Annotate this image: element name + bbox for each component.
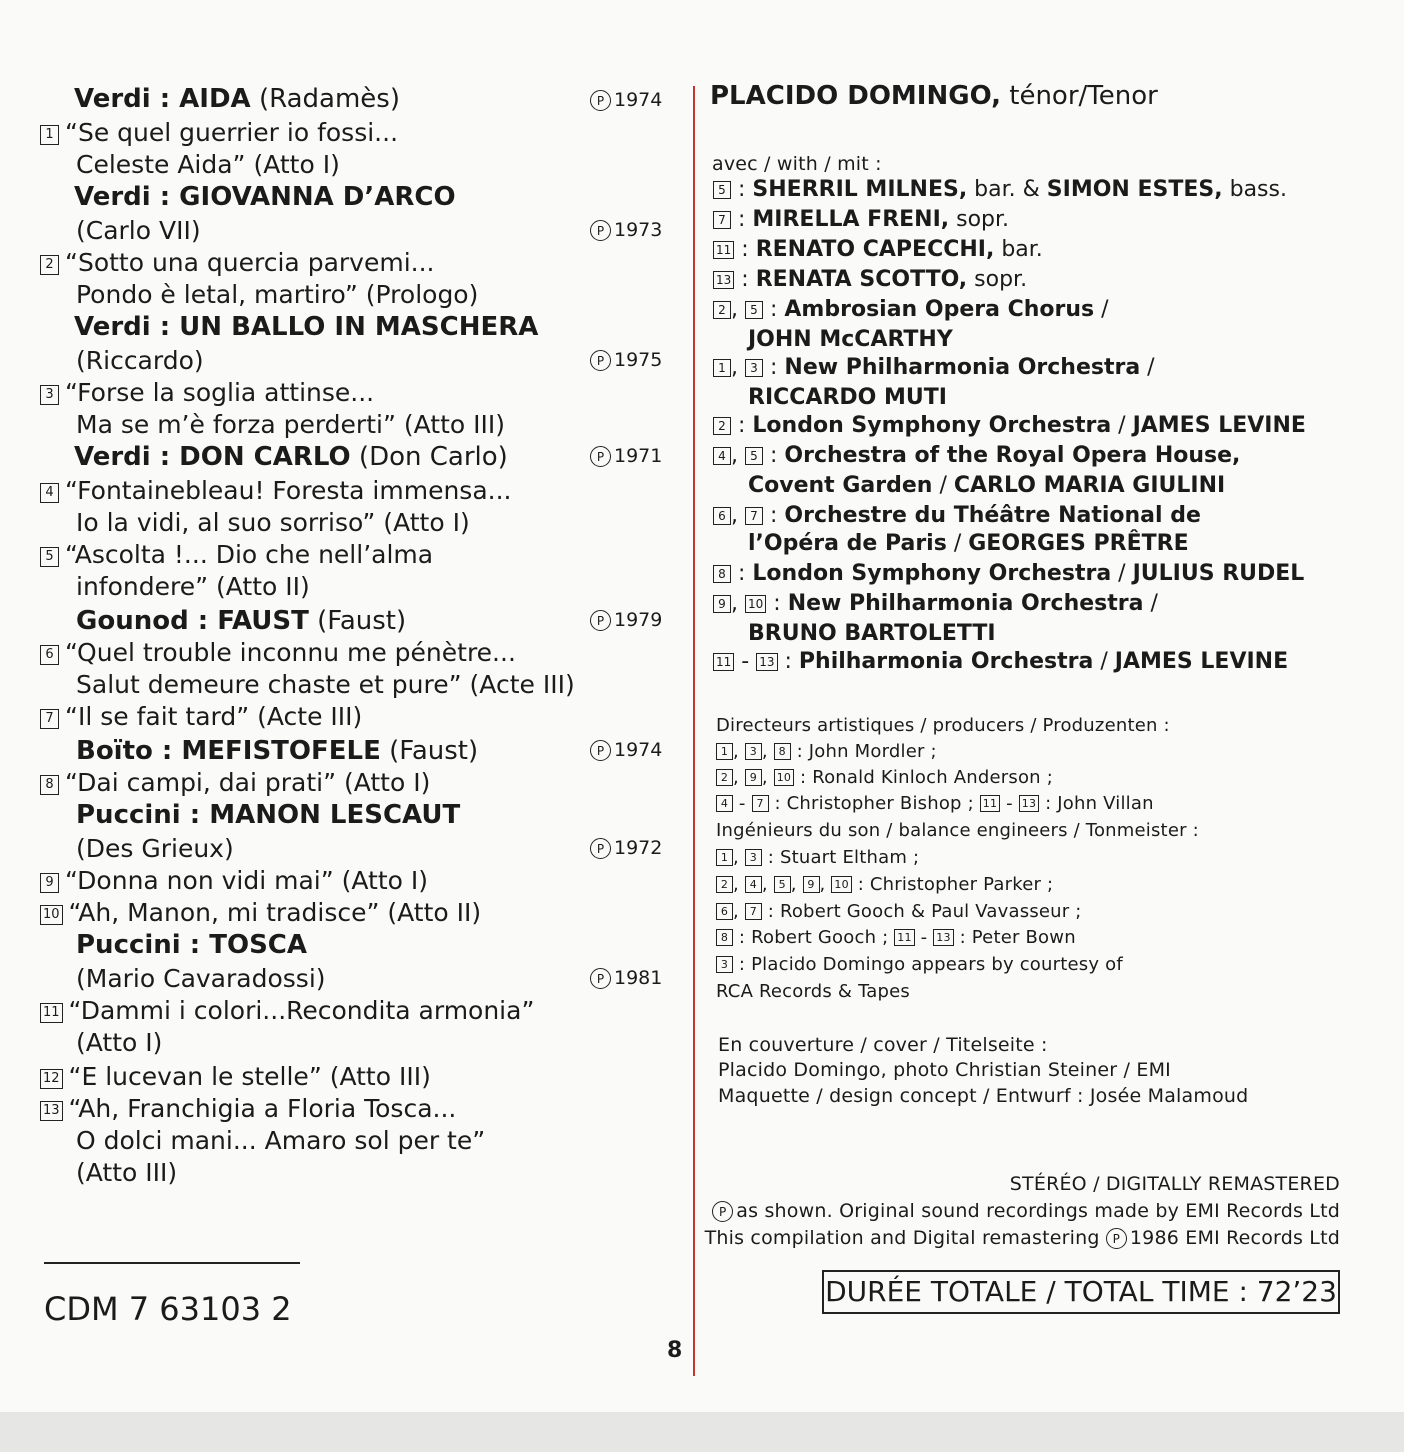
- text: Celeste Aida” (Atto I): [76, 150, 340, 179]
- tracklist-line: [76, 670, 575, 700]
- bold-text: MIRELLA FRENI,: [752, 207, 950, 232]
- text: : Peter Bown: [953, 927, 1076, 948]
- track-number-box: 2: [713, 417, 731, 435]
- phonogram-icon: P: [590, 610, 611, 631]
- text: : John Mordler ;: [790, 741, 937, 762]
- bold-text: New Philharmonia Orchestra: [784, 355, 1141, 380]
- tracklist-line: [40, 702, 362, 732]
- text: “Donna non vidi mai” (Atto I): [65, 866, 429, 895]
- performer-line: 1 , 3 : New Philharmonia Orchestra /: [713, 354, 1155, 382]
- bold-text: JULIUS RUDEL: [1132, 561, 1305, 586]
- tracklist-line: [76, 930, 307, 960]
- bold-text: CARLO MARIA GIULINI: [953, 473, 1226, 498]
- track-number-box: 4: [716, 795, 733, 812]
- tracklist-line: [76, 1158, 177, 1188]
- performer-line: [748, 530, 1189, 558]
- page-number: 8: [667, 1338, 683, 1363]
- year-text: 1973: [614, 219, 663, 241]
- bold-text: JOHN McCARTHY: [748, 327, 953, 352]
- text: RCA Records & Tapes: [716, 981, 910, 1002]
- track-number-box: 2: [716, 769, 733, 786]
- bold-text: BRUNO BARTOLETTI: [748, 621, 996, 646]
- text: ,: [790, 874, 803, 895]
- tracklist-line: [76, 1126, 485, 1156]
- phonogram-year: [590, 738, 662, 762]
- text: “Dai campi, dai prati” (Atto I): [65, 768, 431, 797]
- text: ,: [761, 874, 774, 895]
- bold-text: Verdi : GIOVANNA D’ARCO: [74, 182, 456, 212]
- text: “Il se fait tard” (Acte III): [65, 702, 363, 731]
- bold-text: JAMES LEVINE: [1114, 649, 1289, 674]
- credit-line: [716, 740, 937, 764]
- track-number-box: 4: [40, 483, 59, 503]
- text: O dolci mani... Amaro sol per te”: [76, 1126, 486, 1155]
- track-number-box: 7: [713, 211, 731, 229]
- tracklist-line: [76, 1028, 162, 1058]
- track-number-box: 11: [713, 241, 734, 259]
- track-number-box: 12: [40, 1069, 63, 1089]
- copyright-line-1: [712, 1199, 1340, 1223]
- text: ,: [733, 767, 745, 788]
- tracklist-line: [40, 540, 433, 570]
- text: : Stuart Eltham ;: [761, 847, 920, 868]
- phonogram-year: [590, 348, 662, 372]
- performer-line: [748, 472, 1225, 500]
- track-number-box: 13: [756, 653, 777, 671]
- credit-line: [716, 766, 1053, 790]
- text: /: [1140, 355, 1155, 380]
- text: : Ronald Kinloch Anderson ;: [794, 767, 1053, 788]
- track-number-box: 7: [745, 903, 762, 920]
- tracklist-line: [74, 182, 456, 212]
- text: /: [1143, 591, 1158, 616]
- track-number-box: 8: [713, 565, 731, 583]
- track-number-box: 7: [745, 507, 763, 525]
- tracklist-line: [76, 150, 340, 180]
- text: (Riccardo): [76, 346, 204, 375]
- text: /: [946, 531, 969, 556]
- tracklist-line: [76, 410, 505, 440]
- text: /: [932, 473, 954, 498]
- performer-line: 7 : MIRELLA FRENI, sopr.: [713, 206, 1009, 234]
- text: /: [1111, 561, 1133, 586]
- text: ,: [733, 847, 745, 868]
- text: sopr.: [967, 267, 1028, 292]
- performer-line: 11 - 13 : Philharmonia Orchestra / JAMES LEVINE: [713, 648, 1288, 676]
- bold-text: Covent Garden: [748, 473, 933, 498]
- track-number-box: 4: [713, 447, 731, 465]
- tracklist-line: [76, 280, 478, 310]
- text: /: [1111, 413, 1133, 438]
- credit-line: [716, 980, 910, 1004]
- text: Directeurs artistiques / producers / Produzenten :: [716, 715, 1170, 736]
- text: ,: [819, 874, 832, 895]
- track-number-box: 1: [716, 743, 733, 760]
- track-number-box: 9: [745, 769, 762, 786]
- year-text: 1972: [614, 837, 663, 859]
- track-number-box: 1: [40, 125, 59, 145]
- tracklist-line: [74, 84, 400, 114]
- track-number-box: 5: [745, 447, 763, 465]
- text: (Don Carlo): [350, 442, 508, 472]
- performer-title: [710, 80, 1158, 112]
- performer-voice: ténor/Tenor: [1000, 81, 1158, 111]
- copyright-line-2: [705, 1226, 1340, 1250]
- text: ,: [733, 874, 745, 895]
- phonogram-icon: P: [590, 968, 611, 989]
- track-number-box: 1: [713, 359, 731, 377]
- credit-line: [716, 953, 1123, 977]
- text: bar.: [994, 237, 1043, 262]
- tracklist-line: [40, 1094, 456, 1124]
- track-number-box: 3: [40, 385, 59, 405]
- phonogram-icon: P: [590, 446, 611, 467]
- credit-line: [716, 792, 1154, 816]
- track-number-box: 13: [40, 1101, 63, 1121]
- tracklist-line: [76, 572, 310, 602]
- phonogram-icon: P: [590, 220, 611, 241]
- year-text: 1971: [614, 445, 663, 467]
- performer-line: 8 : London Symphony Orchestra / JULIUS RUDEL: [713, 560, 1304, 588]
- text: “Fontainebleau! Foresta immensa...: [65, 476, 512, 505]
- track-number-box: 11: [980, 795, 1000, 812]
- phonogram-year: [590, 218, 662, 242]
- track-number-box: 11: [713, 653, 734, 671]
- phonogram-icon: P: [590, 350, 611, 371]
- bold-text: GEORGES PRÊTRE: [968, 531, 1189, 556]
- bold-text: RENATA SCOTTO,: [755, 267, 968, 292]
- text: sopr.: [949, 207, 1010, 232]
- track-number-box: 2: [40, 255, 59, 275]
- tracklist-line: [76, 834, 234, 864]
- tracklist-line: [76, 508, 470, 538]
- bold-text: Puccini : MANON LESCAUT: [76, 800, 461, 830]
- column-divider: [693, 86, 695, 1376]
- phonogram-icon: P: [590, 740, 611, 761]
- bold-text: Verdi : DON CARLO: [74, 442, 351, 472]
- text: (Des Grieux): [76, 834, 234, 863]
- copyright-text-2a: This compilation and Digital remastering: [704, 1227, 1100, 1249]
- track-number-box: 10: [831, 876, 851, 893]
- tracklist-line: [40, 768, 430, 798]
- track-number-box: 5: [745, 301, 763, 319]
- phonogram-year: [590, 966, 662, 990]
- performer-line: [748, 326, 953, 354]
- stereo-notice: STÉRÉO / DIGITALLY REMASTERED: [1009, 1173, 1340, 1195]
- catalog-number: CDM 7 63103 2: [44, 1290, 292, 1328]
- credit-line: [716, 873, 1053, 897]
- text: : John Villan: [1039, 793, 1154, 814]
- track-number-box: 3: [745, 849, 762, 866]
- bold-text: JAMES LEVINE: [1132, 413, 1306, 438]
- track-number-box: 11: [894, 929, 914, 946]
- credit-line: [716, 926, 1076, 950]
- bold-text: Orchestra of the Royal Opera House,: [784, 443, 1241, 468]
- text: ,: [761, 767, 774, 788]
- bold-text: New Philharmonia Orchestra: [787, 591, 1144, 616]
- track-number-box: 8: [774, 743, 791, 760]
- cover-credit-line: Maquette / design concept / Entwurf : Josée Malamoud: [718, 1085, 1249, 1107]
- track-number-box: 9: [40, 873, 59, 893]
- text: : Robert Gooch & Paul Vavasseur ;: [761, 901, 1082, 922]
- track-number-box: 8: [716, 929, 733, 946]
- performer-line: 4 , 5 : Orchestra of the Royal Opera House,: [713, 442, 1240, 470]
- scan-bottom-edge: [0, 1412, 1404, 1452]
- year-text: 1981: [614, 967, 663, 989]
- text: “Dammi i colori...Recondita armonia”: [68, 996, 535, 1025]
- track-number-box: 2: [716, 876, 733, 893]
- tracklist-line: [40, 476, 511, 506]
- text: Ingénieurs du son / balance engineers / Tonmeister :: [716, 820, 1199, 841]
- performer-name: PLACIDO DOMINGO,: [710, 81, 1001, 111]
- text: ,: [733, 741, 745, 762]
- tracklist-line: [76, 606, 406, 636]
- text: -: [1000, 793, 1019, 814]
- tracklist-line: [76, 346, 204, 376]
- text: ,: [761, 741, 774, 762]
- phonogram-year: [590, 444, 662, 468]
- bold-text: Philharmonia Orchestra: [798, 649, 1094, 674]
- track-number-box: 10: [745, 595, 766, 613]
- bold-text: SIMON ESTES,: [1046, 177, 1223, 202]
- credit-line: [716, 819, 1199, 843]
- track-number-box: 8: [40, 775, 59, 795]
- cover-credit-line: Placido Domingo, photo Christian Steiner / EMI: [718, 1059, 1171, 1081]
- bold-text: Orchestre du Théâtre National de: [784, 503, 1201, 528]
- cover-credit-line: En couverture / cover / Titelseite :: [718, 1034, 1048, 1056]
- phonogram-year: [590, 88, 662, 112]
- tracklist-line: [40, 866, 428, 896]
- credit-line: [716, 846, 919, 870]
- text: : Placido Domingo appears by courtesy of: [733, 954, 1123, 975]
- phonogram-icon: P: [590, 838, 611, 859]
- text: “Quel trouble inconnu me pénètre...: [65, 638, 516, 667]
- track-number-box: 5: [40, 547, 59, 567]
- text: (Carlo VII): [76, 216, 201, 245]
- bold-text: Gounod : FAUST: [76, 606, 309, 636]
- tracklist-line: [40, 638, 516, 668]
- phonogram-year: [590, 608, 662, 632]
- tracklist-line: [74, 442, 508, 472]
- performer-line: [748, 620, 996, 648]
- performer-line: 2 : London Symphony Orchestra / JAMES LEVINE: [713, 412, 1306, 440]
- bold-text: Ambrosian Opera Chorus: [784, 297, 1095, 322]
- bold-text: SHERRIL MILNES,: [752, 177, 968, 202]
- track-number-box: 13: [1019, 795, 1039, 812]
- text: /: [1094, 297, 1109, 322]
- bold-text: RENATO CAPECCHI,: [755, 237, 995, 262]
- text: -: [914, 927, 934, 948]
- tracklist-line: [76, 964, 326, 994]
- copyright-text-1: as shown. Original sound recordings made by EMI Records Ltd: [736, 1200, 1340, 1222]
- tracklist-line: [76, 800, 460, 830]
- text: “Ah, Manon, mi tradisce” (Atto II): [68, 898, 482, 927]
- tracklist-line: [40, 898, 481, 928]
- phonogram-icon: P: [590, 90, 611, 111]
- catalog-rule: [44, 1262, 300, 1264]
- text: “Forse la soglia attinse...: [65, 378, 375, 407]
- bold-text: Verdi : AIDA: [74, 84, 251, 114]
- text: (Faust): [380, 736, 479, 766]
- text: /: [1093, 649, 1115, 674]
- track-number-box: 9: [713, 595, 731, 613]
- text: : Christopher Bishop ;: [768, 793, 980, 814]
- text: Salut demeure chaste et pure” (Acte III): [76, 670, 575, 699]
- text: (Atto I): [76, 1028, 163, 1057]
- track-number-box: 3: [716, 956, 733, 973]
- tracklist-line: [76, 216, 201, 246]
- track-number-box: 9: [803, 876, 820, 893]
- track-number-box: 1: [716, 849, 733, 866]
- bold-text: London Symphony Orchestra: [752, 561, 1112, 586]
- performer-line: 6 , 7 : Orchestre du Théâtre National de: [713, 502, 1201, 530]
- track-number-box: 3: [745, 743, 762, 760]
- performer-line: [748, 384, 947, 412]
- performer-line: 5 : SHERRIL MILNES, bar. & SIMON ESTES, bass.: [713, 176, 1287, 204]
- year-text: 1974: [614, 739, 663, 761]
- track-number-box: 7: [752, 795, 769, 812]
- track-number-box: 4: [745, 876, 762, 893]
- text: (Atto III): [76, 1158, 178, 1187]
- track-number-box: 2: [713, 301, 731, 319]
- text: “Ascolta !... Dio che nell’alma: [65, 540, 434, 569]
- track-number-box: 7: [40, 709, 59, 729]
- text: (Radamès): [250, 84, 400, 114]
- text: “Ah, Franchigia a Floria Tosca...: [68, 1094, 457, 1123]
- tracklist-line: [40, 378, 374, 408]
- text: infondere” (Atto II): [76, 572, 310, 601]
- text: Pondo è letal, martiro” (Prologo): [76, 280, 479, 309]
- track-number-box: 10: [40, 905, 63, 925]
- tracklist-line: [40, 248, 434, 278]
- year-text: 1975: [614, 349, 663, 371]
- text: bar. &: [967, 177, 1047, 202]
- text: “Sotto una quercia parvemi...: [65, 248, 435, 277]
- track-number-box: 6: [716, 903, 733, 920]
- text: “E lucevan le stelle” (Atto III): [68, 1062, 431, 1091]
- track-number-box: 6: [40, 645, 59, 665]
- tracklist-line: [40, 1062, 431, 1092]
- text: Ma se m’è forza perderti” (Atto III): [76, 410, 505, 439]
- total-time-box: DURÉE TOTALE / TOTAL TIME : 72’23: [822, 1270, 1340, 1314]
- phonogram-icon: P: [1106, 1228, 1127, 1249]
- text: -: [733, 793, 752, 814]
- year-text: 1979: [614, 609, 663, 631]
- text: (Faust): [308, 606, 407, 636]
- text: bass.: [1222, 177, 1287, 202]
- text: Io la vidi, al suo sorriso” (Atto I): [76, 508, 470, 537]
- text: : Christopher Parker ;: [851, 874, 1054, 895]
- bold-text: Boïto : MEFISTOFELE: [76, 736, 381, 766]
- year-text: 1974: [614, 89, 663, 111]
- bold-text: London Symphony Orchestra: [752, 413, 1112, 438]
- performer-line: 13 : RENATA SCOTTO, sopr.: [713, 266, 1027, 294]
- track-number-box: 6: [713, 507, 731, 525]
- track-number-box: 10: [774, 769, 794, 786]
- bold-text: Puccini : TOSCA: [76, 930, 307, 960]
- track-number-box: 11: [40, 1003, 63, 1023]
- track-number-box: 5: [713, 181, 731, 199]
- performer-line: 9 , 10 : New Philharmonia Orchestra /: [713, 590, 1158, 618]
- bold-text: Verdi : UN BALLO IN MASCHERA: [74, 312, 539, 342]
- bold-text: l’Opéra de Paris: [748, 531, 947, 556]
- text: (Mario Cavaradossi): [76, 964, 326, 993]
- text: : Robert Gooch ;: [733, 927, 895, 948]
- tracklist-line: [40, 118, 398, 148]
- credit-line: [716, 714, 1170, 738]
- track-number-box: 5: [774, 876, 791, 893]
- phonogram-year: [590, 836, 662, 860]
- bold-text: RICCARDO MUTI: [748, 385, 947, 410]
- performer-line: 2 , 5 : Ambrosian Opera Chorus /: [713, 296, 1109, 324]
- credit-line: [716, 900, 1082, 924]
- phonogram-icon: P: [712, 1201, 733, 1222]
- text: “Se quel guerrier io fossi...: [65, 118, 399, 147]
- performer-line: 11 : RENATO CAPECCHI, bar.: [713, 236, 1043, 264]
- copyright-text-2b: 1986 EMI Records Ltd: [1129, 1227, 1340, 1249]
- track-number-box: 3: [745, 359, 763, 377]
- track-number-box: 13: [713, 271, 734, 289]
- with-label: avec / with / mit :: [712, 153, 882, 175]
- tracklist-line: [40, 996, 534, 1026]
- text: ,: [733, 901, 745, 922]
- track-number-box: 13: [933, 929, 953, 946]
- tracklist-line: [76, 736, 478, 766]
- tracklist-line: [74, 312, 538, 342]
